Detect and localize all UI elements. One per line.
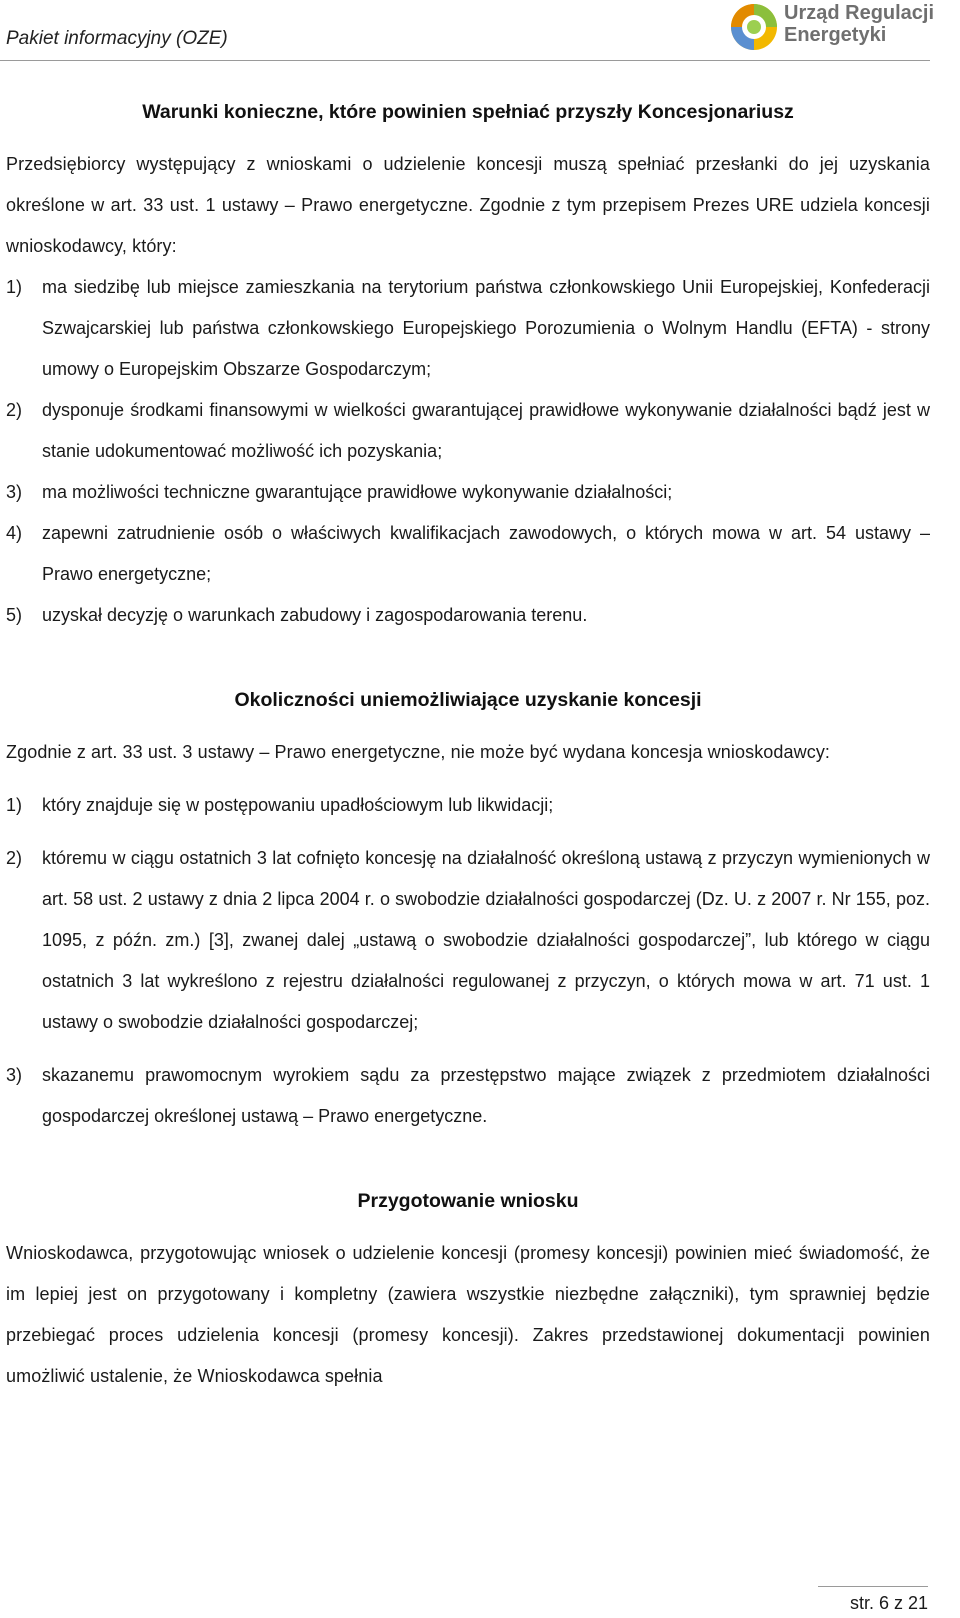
application-paragraph: Wnioskodawca, przygotowując wniosek o udzielenie koncesji (promesy koncesji) powinien mieć świadomość, że im lepiej jest on przygotowany i kompletny (zawiera wszystkie niezbędne załączniki), tym sprawniej będzie przebiegać proces udzielenia koncesji (promesy koncesji). Zakres przedstawionej dokumentacji powinien umożliwić ustalenie, że Wnioskodawca spełnia <box>6 1243 930 1386</box>
document-title: Pakiet informacyjny (OZE) <box>6 28 228 49</box>
page-header <box>0 0 935 61</box>
page-number: str. 6 z 21 <box>818 1586 928 1614</box>
list-item: 1) który znajduje się w postępowaniu upadłościowym lub likwidacji; <box>6 795 554 815</box>
obstacles-intro: Zgodnie z art. 33 ust. 3 ustawy – Prawo energetyczne, nie może być wydana koncesja wnioskodawcy: <box>6 742 831 762</box>
section-heading-obstacles: Okoliczności uniemożliwiające uzyskanie koncesji <box>234 689 702 711</box>
list-item: 2) dysponuje środkami finansowymi w wielkości gwarantującej prawidłowe wykonywanie działalności bądź jest w stanie udokumentować możliwość ich pozyskania; <box>6 400 930 461</box>
list-item: 3) skazanemu prawomocnym wyrokiem sądu za przestępstwo mające związek z przedmiotem działalności gospodarczej określonej ustawą – Prawo energetyczne. <box>6 1065 930 1126</box>
document-body <box>6 92 930 1397</box>
list-item: 1) ma siedzibę lub miejsce zamieszkania na terytorium państwa członkowskiego Unii Europejskiej, Konfederacji Szwajcarskiej lub państwa członkowskiego Europejskiego Porozumienia o Wolnym Handlu (EFTA) - strony umowy o Europejskim Obszarze Gospodarczym; <box>6 277 930 379</box>
list-item: 3) ma możliwości techniczne gwarantujące prawidłowe wykonywanie działalności; <box>6 482 673 502</box>
list-item: 4) zapewni zatrudnienie osób o właściwych kwalifikacjach zawodowych, o których mowa w art. 54 ustawy – Prawo energetyczne; <box>6 523 930 584</box>
conditions-list <box>6 267 930 636</box>
conditions-intro: Przedsiębiorcy występujący z wnioskami o udzielenie koncesji muszą spełniać przesłanki do jej uzyskania określone w art. 33 ust. 1 ustawy – Prawo energetyczne. Zgodnie z tym przepisem Prezes URE udziela koncesji wnioskodawcy, który: <box>6 154 930 256</box>
list-item: 5) uzyskał decyzję o warunkach zabudowy i zagospodarowania terenu. <box>6 605 588 625</box>
ure-logo-text <box>784 2 934 46</box>
section-heading-application: Przygotowanie wniosku <box>357 1190 579 1212</box>
logo-line-1: Urząd Regulacji <box>784 2 935 24</box>
ure-logo-icon <box>728 0 780 54</box>
logo-line-2: Energetyki <box>784 24 887 46</box>
list-item: 2) któremu w ciągu ostatnich 3 lat cofnięto koncesję na działalność określoną ustawą z przyczyn wymienionych w art. 58 ust. 2 ustawy z dnia 2 lipca 2004 r. o swobodzie działalności gospodarczej (Dz. U. z 2007 r. Nr 155, poz. 1095, z późn. zm.) [3], zwanej dalej „ustawą o swobodzie działalności gospodarczej”, lub którego w ciągu ostatnich 3 lat wykreślono z rejestru działalności regulowanej z przyczyn, o których mowa w art. 71 ust. 1 ustawy o swobodzie działalności gospodarczej; <box>6 848 930 1032</box>
section-heading-conditions: Warunki konieczne, które powinien spełniać przyszły Koncesjonariusz <box>142 101 794 123</box>
ure-logo <box>728 0 935 56</box>
obstacles-list <box>6 785 930 1137</box>
